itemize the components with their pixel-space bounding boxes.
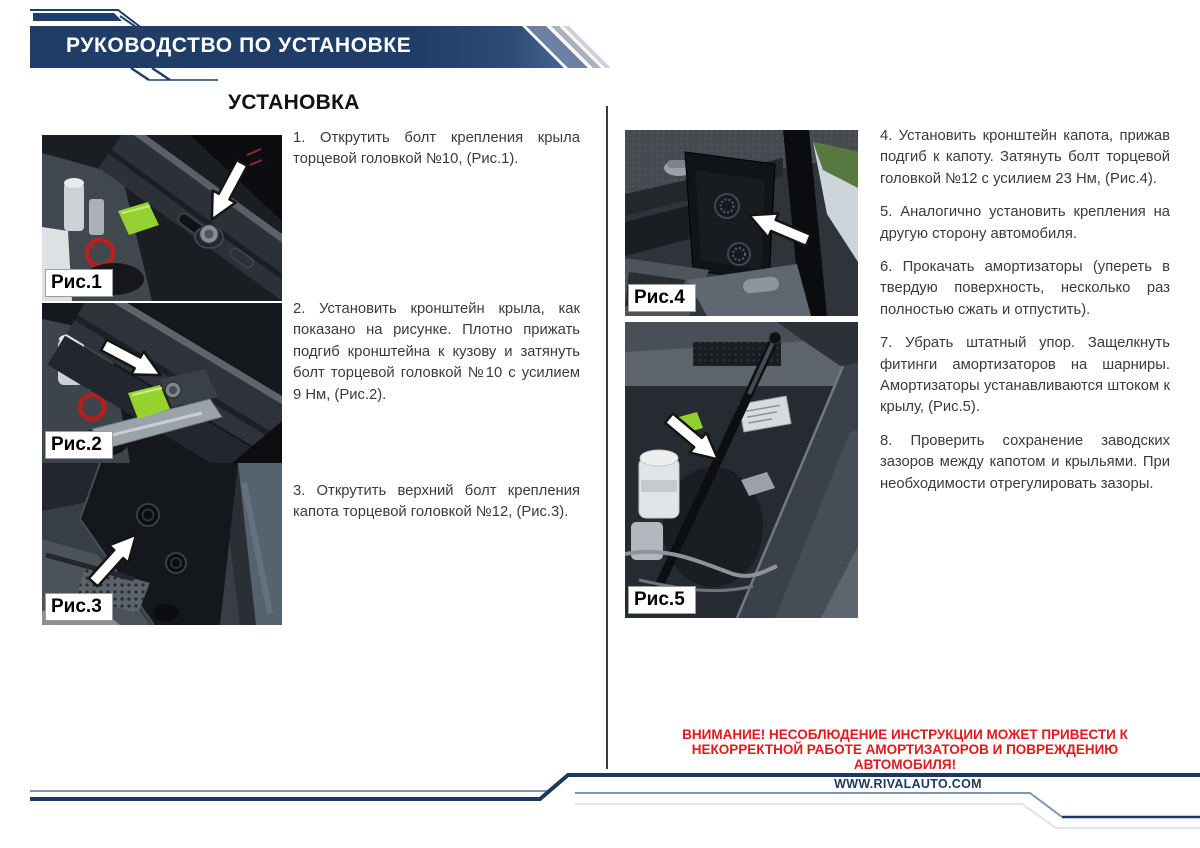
figure-1-label: Рис.1 [45,269,113,297]
bolt-upper [715,194,739,218]
figure-5-art [625,322,858,618]
step-7-text: 7. Убрать штатный упор. Защелкнуть фитинги амортизаторов на шарниры. Амортизаторы устанавливаются штоком к крылу, (Рис.5). [880,335,1170,416]
tail-line1 [131,68,149,80]
figure-1-photo [42,135,282,301]
website-link: WWW.RIVALAUTO.COM [834,777,982,791]
figure-3-label: Рис.3 [45,593,113,621]
right-steps-column [880,126,1170,507]
footer-left-light-line [30,779,562,791]
bolt-upper [137,504,159,526]
warning-text [622,727,1188,773]
figure-2-label: Рис.2 [45,431,113,459]
figure-3-photo [42,463,282,625]
bolt-lower [728,243,750,265]
column-divider [606,106,608,769]
figure-5-photo [625,322,858,618]
step-5-text: 5. Аналогично установить крепления на другую сторону автомобиля. [880,204,1170,242]
ornament-bar [33,13,122,21]
warning-line-3: АВТОМОБИЛЯ! [853,757,957,773]
step-4-text: 4. Установить кронштейн капота, прижав подгиб к капоту. Затянуть болт торцевой головкой №12 с усилием 23 Нм, (Рис.4). [880,128,1170,187]
step-1-text: 1. Открутить болт крепления крыла торцевой головкой №10, (Рис.1). [293,130,580,168]
bolt-lower [166,553,186,573]
step-6-text: 6. Прокачать амортизаторы (упереть в твердую поверхность, несколько раз полностью сжать и отпустить). [880,259,1170,318]
bolt [165,382,181,398]
warning-line-2: НЕКОРРЕКТНОЙ РАБОТЕ АМОРТИЗАТОРОВ И ПОВРЕЖДЕНИЮ [691,742,1119,758]
step-3-text: 3. Открутить верхний болт крепления капота торцевой головкой №12, (Рис.3). [293,483,580,521]
figure-4-label: Рис.4 [628,284,696,312]
tail-line2 [152,68,170,80]
warning-line-1: ВНИМАНИЕ! НЕСОБЛЮДЕНИЕ ИНСТРУКЦИИ МОЖЕТ ПРИВЕСТИ К [682,727,1128,742]
figure-2-photo [42,303,282,463]
step-8-text: 8. Проверить сохранение заводских зазоров между капотом и крыльями. При необходимости отрегулировать зазоры. [880,432,1170,492]
page-title: РУКОВОДСТВО ПО УСТАНОВКЕ [66,34,412,57]
section-title: УСТАНОВКА [228,91,360,114]
figure-4-photo [625,130,858,316]
step-2-text: 2. Установить кронштейн крыла, как показано на рисунке. Плотно прижать подгиб кронштейна к кузову и затянуть болт торцевой головкой №10 с усилием 9 Нм, (Рис.2). [293,301,580,403]
figure-5-label: Рис.5 [628,586,696,614]
